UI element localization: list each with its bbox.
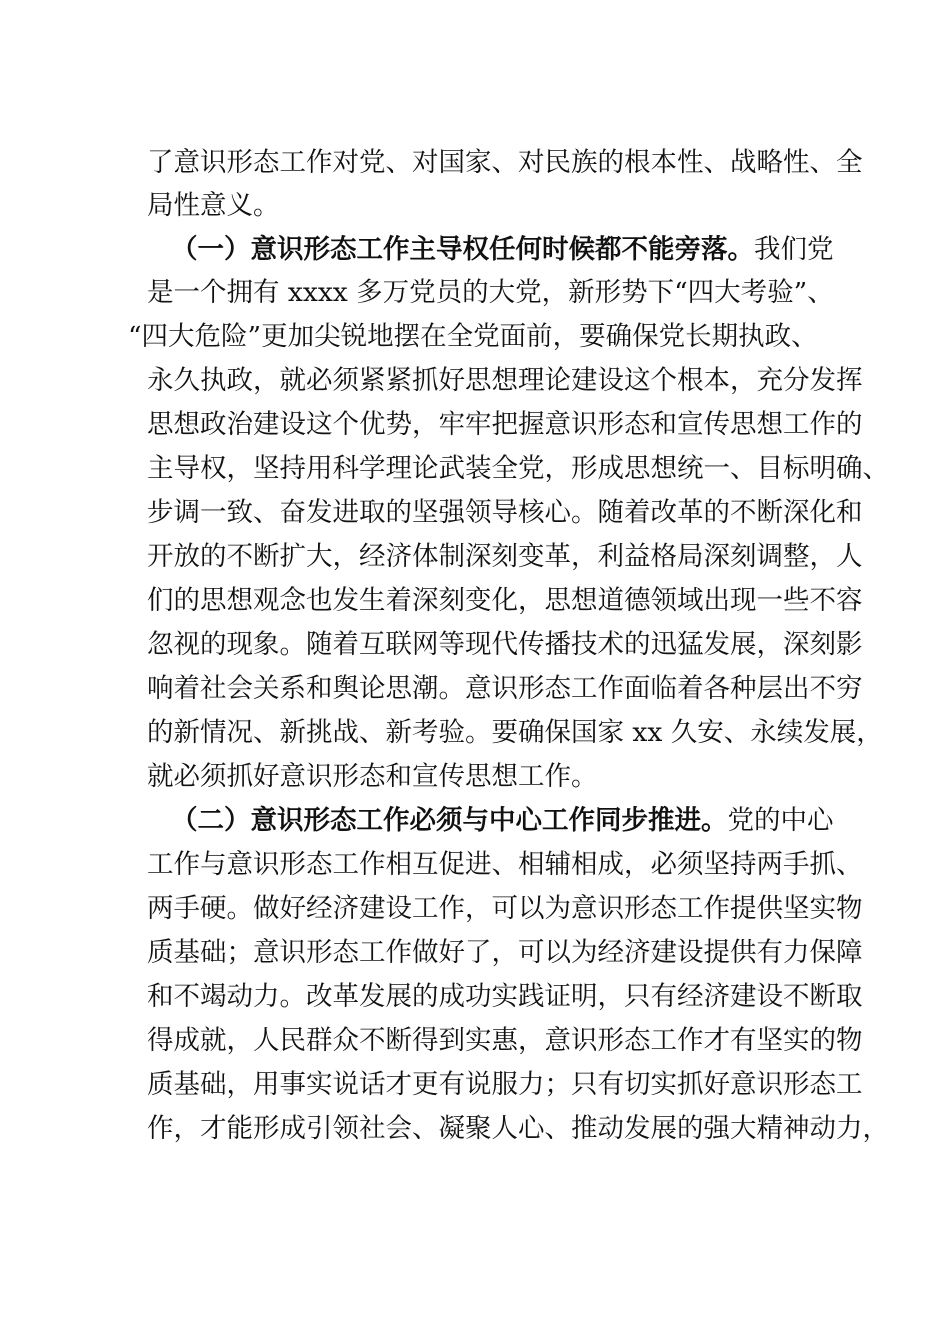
section-one-first-line	[171, 230, 950, 270]
text-line: “四大危险”更加尖锐地摆在全党面前，要确保党长期执政、	[128, 321, 818, 352]
text-line: 永久执政，就必须紧紧抓好思想理论建设这个根本，充分发挥	[147, 365, 863, 396]
text-line: 的新情况、新挑战、新考验。要确保国家 xx 久安、永续发展，	[147, 717, 883, 748]
text-line: 得成就，人民群众不断得到实惠，意识形态工作才有坚实的物	[147, 1025, 863, 1056]
text-line: 主导权，坚持用科学理论武装全党，形成思想统一、目标明确、	[147, 453, 889, 484]
text-line: 开放的不断扩大，经济体制深刻变革，利益格局深刻调整，人	[147, 541, 863, 572]
text-line: 工作与意识形态工作相互促进、相辅相成，必须坚持两手抓、	[147, 849, 863, 880]
section-one-heading: （一）意识形态工作主导权任何时候都不能旁落。	[171, 234, 754, 265]
text-line: 们的思想观念也发生着深刻变化，思想道德领域出现一些不容	[147, 585, 863, 616]
text-line: 局性意义。	[147, 190, 280, 221]
text-line: 两手硬。做好经济建设工作，可以为意识形态工作提供坚实物	[147, 893, 863, 924]
text-line: 忽视的现象。随着互联网等现代传播技术的迅猛发展，深刻影	[147, 629, 863, 660]
text-line: 步调一致、奋发进取的坚强领导核心。随着改革的不断深化和	[147, 497, 863, 528]
text-line: 响着社会关系和舆论思潮。意识形态工作面临着各种层出不穷	[147, 673, 863, 704]
section-two-first-line	[171, 801, 950, 841]
text-line: 了意识形态工作对党、对国家、对民族的根本性、战略性、全	[147, 147, 863, 178]
text-line: 是一个拥有 xxxx 多万党员的大党，新形势下“四大考验”、	[147, 277, 834, 308]
text-line: 思想政治建设这个优势，牢牢把握意识形态和宣传思想工作的	[147, 409, 863, 440]
section-two-heading: （二）意识形态工作必须与中心工作同步推进。	[171, 805, 728, 836]
text-line: 就必须抓好意识形态和宣传思想工作。	[147, 761, 598, 792]
section-one-first-line-text: 我们党	[754, 234, 834, 265]
text-line: 作，才能形成引领社会、凝聚人心、推动发展的强大精神动力，	[147, 1113, 889, 1144]
section-two-first-line-text: 党的中心	[727, 805, 834, 836]
text-line: 质基础，用事实说话才更有说服力；只有切实抓好意识形态工	[147, 1069, 863, 1100]
text-line: 和不竭动力。改革发展的成功实践证明，只有经济建设不断取	[147, 981, 863, 1012]
text-line: 质基础；意识形态工作做好了，可以为经济建设提供有力保障	[147, 937, 863, 968]
